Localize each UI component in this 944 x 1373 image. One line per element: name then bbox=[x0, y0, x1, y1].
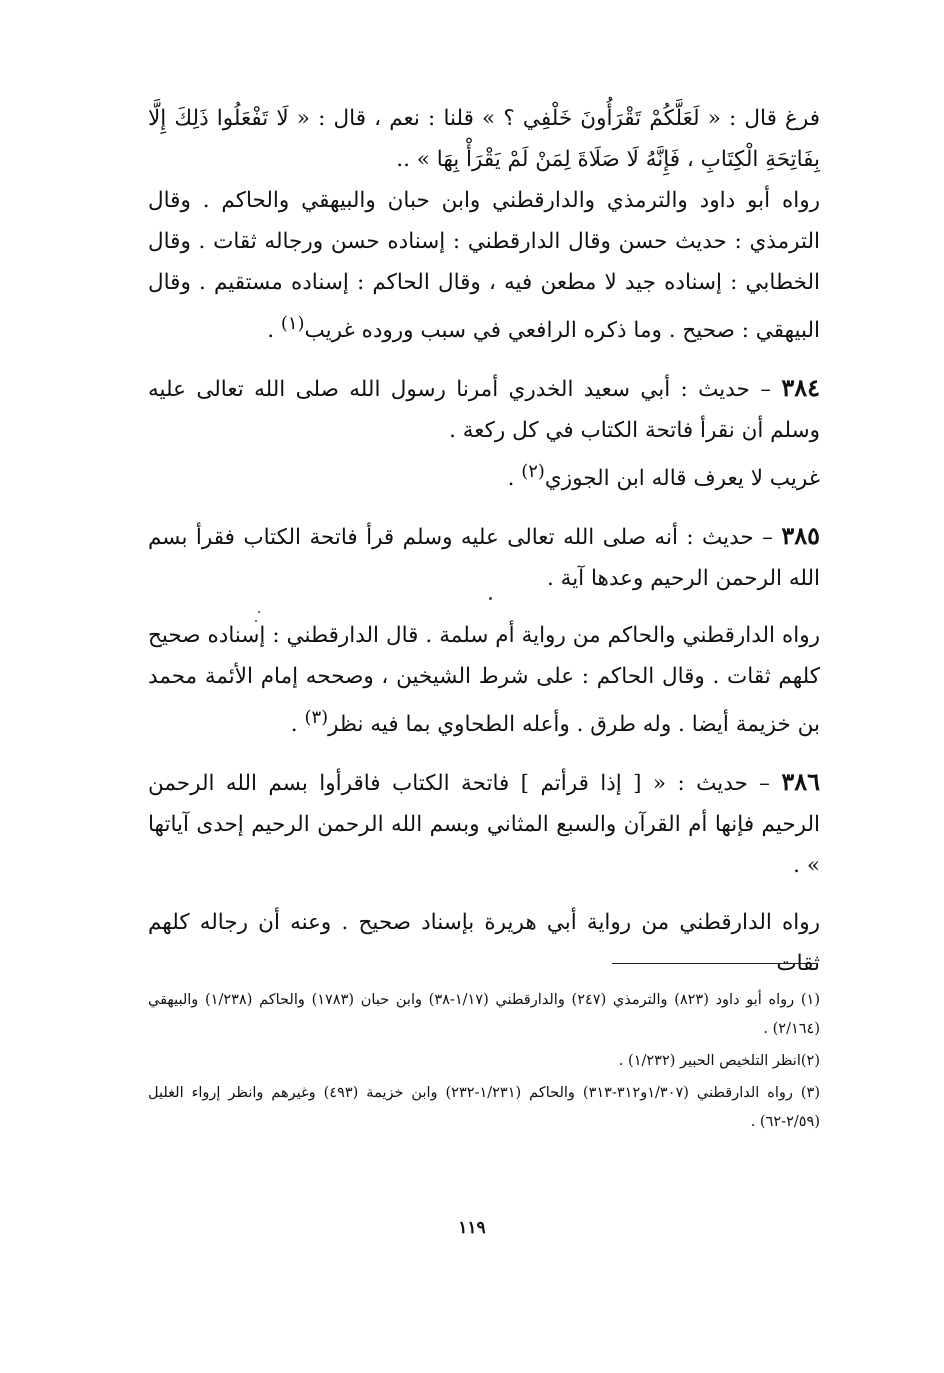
scan-speck bbox=[489, 597, 492, 600]
main-text bbox=[148, 98, 820, 984]
footnote-reference: (٣) bbox=[304, 707, 329, 729]
paragraph-text: فرغ قال : « لَعَلَّكُمْ تَقْرَأُونَ خَلْفِي ؟ » قلنا : نعم ، قال : « لَا تَفْعَلُوا ذَلِكَ إِلَّا بِفَاتِحَةِ الْكِتَابِ ، فَإِنَّهُ لَا صَلَاةَ لِمَنْ لَمْ يَقْرَأْ بِهَا » .. bbox=[148, 106, 820, 172]
paragraph-text: – حديث : أبي سعيد الخدري أمرنا رسول الله صلى الله تعالى عليه وسلم أن نقرأ فاتحة الكتاب في كل ركعة . bbox=[148, 377, 820, 444]
paragraph-text: – حديث : « [ إذا قرأتم ] فاتحة الكتاب فاقرأوا بسم الله الرحمن الرحيم فإنها أم القرآن والسبع المثاني وبسم الله الرحمن الرحيم إحدى آياتها » . bbox=[148, 771, 820, 879]
hadith-entry bbox=[148, 515, 820, 599]
footnote-reference: (٢) bbox=[521, 461, 545, 483]
paragraph-text: رواه أبو داود والترمذي والدارقطني وابن حبان والبيهقي والحاكم . وقال الترمذي : حديث حسن وقال الدارقطني : إسناده حسن ورجاله ثقات . وقال الخطابي : إسناده جيد لا مطعن فيه ، وقال الحاكم : إسناده مستقيم . وقال البيهقي : صحيح . وما ذكره الرافعي في سبب وروده غريب bbox=[148, 188, 820, 344]
paragraph-text: رواه الدارقطني من رواية أبي هريرة بإسناد صحيح . وعنه أن رجاله كلهم ثقات bbox=[148, 910, 820, 977]
paragraph-text: غريب لا يعرف قاله ابن الجوزي bbox=[544, 466, 820, 492]
paragraph-text: – حديث : أنه صلى الله تعالى عليه وسلم قرأ فاتحة الكتاب فقرأ بسم الله الرحمن الرحيم وعدها آية . bbox=[148, 525, 820, 592]
paragraph-tail: . bbox=[267, 318, 281, 344]
footnote-reference: (١) bbox=[280, 313, 305, 334]
paragraph bbox=[148, 902, 820, 984]
paragraph bbox=[148, 615, 820, 745]
footnote: (٣) رواه الدارقطني (١/٣٠٧و٣١٢-٣١٣) والحاكم (١/٢٣١-٢٣٢) وابن خزيمة (٤٩٣) وغيرهم وانظر إرواء الغليل (٢/٥٩-٦٢) . bbox=[148, 1085, 821, 1130]
scan-speck bbox=[255, 620, 257, 622]
footnotes bbox=[148, 986, 820, 1137]
page-number: ١١٩ bbox=[458, 1218, 486, 1238]
paragraph-text: رواه الدارقطني والحاكم من رواية أم سلمة . قال الدارقطني : إسناده صحيح كلهم ثقات . وقال الحاكم : على شرط الشيخين ، وصححه إمام الأئمة محمد بن خزيمة أيضا . وله طرق . وأعله الطحاوي بما فيه نظر bbox=[148, 623, 820, 738]
hadith-entry bbox=[148, 367, 820, 451]
footnote: (١) رواه أبو داود (٨٢٣) والترمذي (٢٤٧) والدارقطني (١/١٧-٣٨) وابن حبان (١٧٨٣) والحاكم (١/٢٣٨) والبيهقي (٢/١٦٤) . bbox=[148, 992, 820, 1037]
paragraph bbox=[148, 98, 820, 180]
paragraph-tail: . bbox=[507, 466, 522, 492]
hadith-number: ٣٨٦ bbox=[781, 767, 820, 797]
paragraph-tail: . bbox=[290, 712, 305, 738]
scan-speck bbox=[258, 611, 260, 613]
paragraph bbox=[148, 451, 820, 499]
hadith-number: ٣٨٥ bbox=[781, 521, 820, 551]
hadith-entry bbox=[148, 761, 820, 886]
footnote: (٢)انظر التلخيص الحبير (١/٢٣٢) . bbox=[618, 1053, 820, 1069]
footnote-separator bbox=[612, 963, 818, 964]
paragraph bbox=[148, 180, 820, 351]
hadith-number: ٣٨٤ bbox=[781, 373, 820, 403]
